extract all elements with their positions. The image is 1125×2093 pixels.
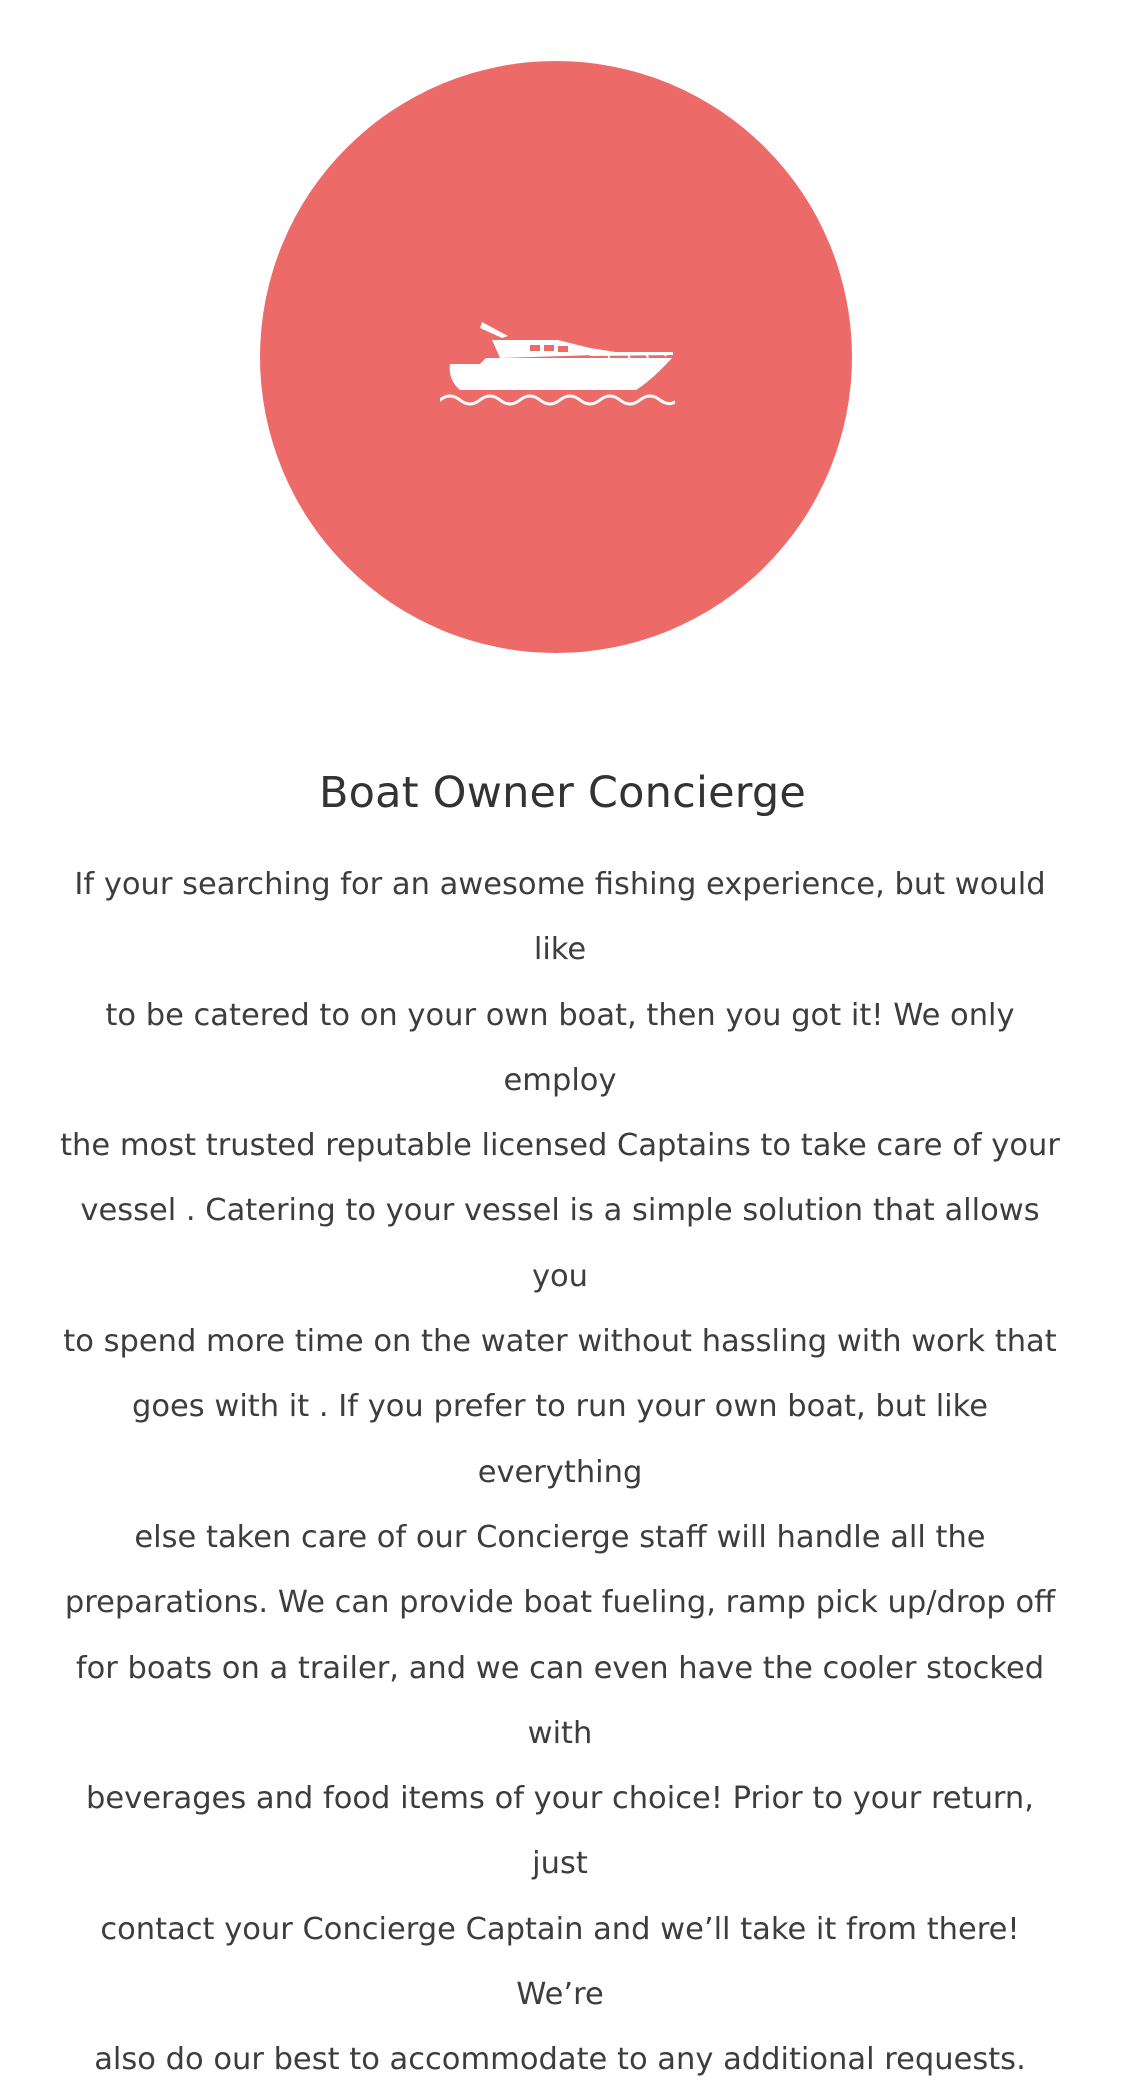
section-description: If your searching for an awesome fishing experience, but would like to be catered to on your own boat, then you got it! We only employ the most trusted reputable licensed Captains to take care of your vessel . Catering to your vessel is a simple solution that allows you to spend more time on the water without hassling with work that goes with it . If you prefer to run your own boat, but like everything else taken care of our Concierge staff will handle all the preparations. We can provide boat fueling, ramp pick up/drop off for boats on a trailer, and we can even have the cooler stocked with beverages and food items of your choice! Prior to your return, just contact your Concierge Captain and we’ll take it from there! We’re also do our best to accommodate to any additional requests. <box>60 867 1060 2078</box>
boat-icon <box>440 318 675 408</box>
section-title: Boat Owner Concierge <box>318 768 807 818</box>
